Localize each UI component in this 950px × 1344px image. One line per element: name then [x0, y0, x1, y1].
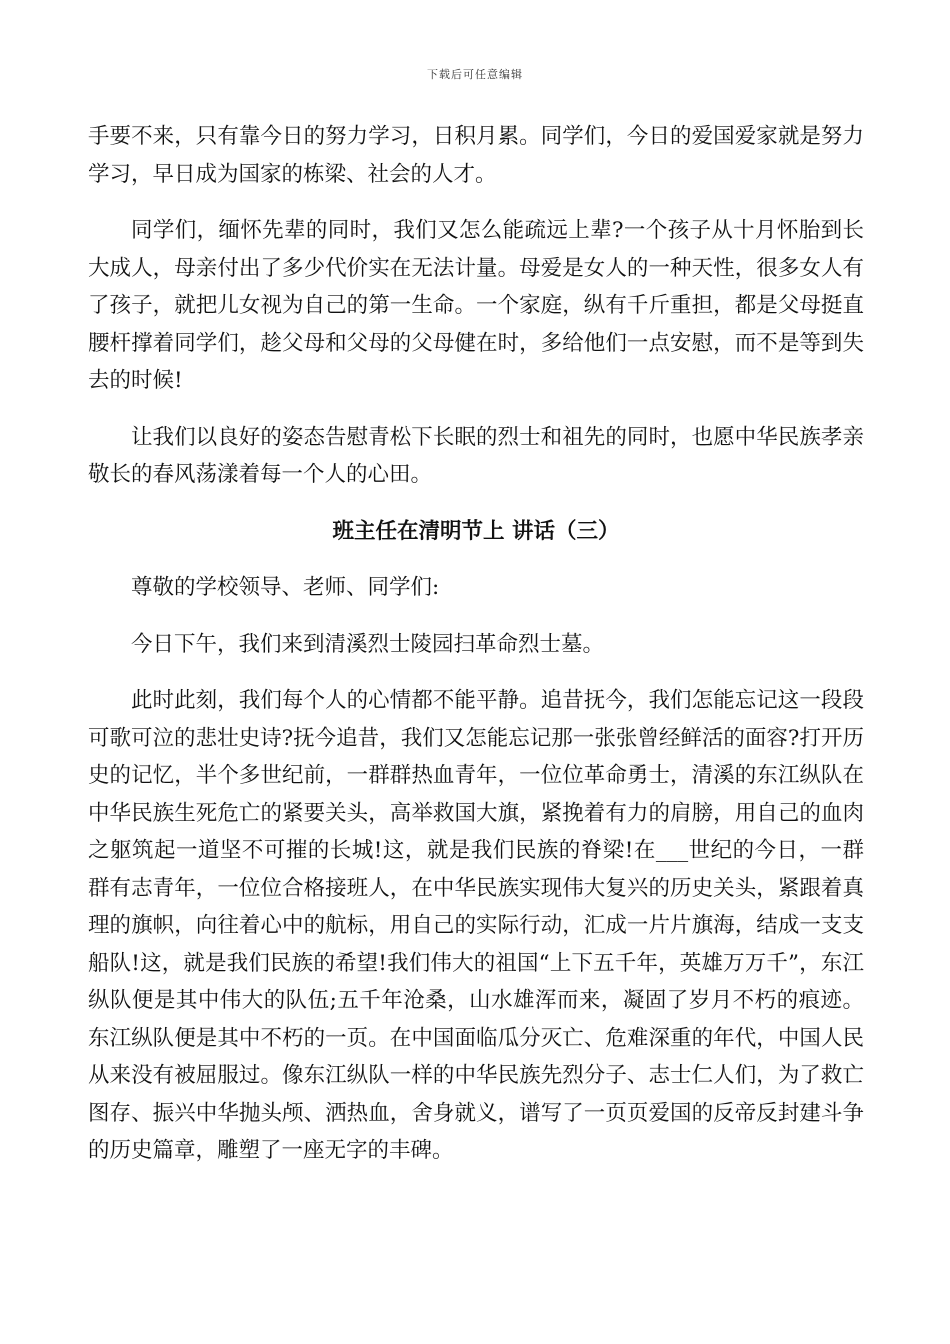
page-header-note: 下载后可任意编辑: [427, 68, 523, 81]
paragraph-continued: 手要不来，只有靠今日的努力学习，日积月累。同学们，今日的爱国爱家就是努力学习，早日成为国家的栋梁、社会的人才。: [88, 124, 864, 187]
paragraph-parents: 同学们，缅怀先辈的同时，我们又怎么能疏远上辈?一个孩子从十月怀胎到长大成人，母亲付出了多少代价实在无法计量。母爱是女人的一种天性，很多女人有了孩子，就把儿女视为自己的第一生命。一个家庭，纵有千斤重担，都是父母挺直腰杆撑着同学们，趁父母和父母的父母健在时，多给他们一点安慰，而不是等到失去的时候!: [88, 218, 864, 393]
paragraph-history: 此时此刻，我们每个人的心情都不能平静。追昔抚今，我们怎能忘记这一段段可歌可泣的悲壮史诗?抚今追昔，我们又怎能忘记那一张张曾经鲜活的面容?打开历史的记忆，半个多世纪前，一群群热血青年，一位位革命勇士，清溪的东江纵队在中华民族生死危亡的紧要关头，高举救国大旗，紧挽着有力的肩膀，用自己的血肉之躯筑起一道坚不可摧的长城!这，就是我们民族的脊梁!在___世纪的今日，一群群有志青年，一位位合格接班人，在中华民族实现伟大复兴的历史关头，紧跟着真理的旗帜，向往着心中的航标，用自己的实际行动，汇成一片片旗海，结成一支支船队!这，就是我们民族的希望!我们伟大的祖国“上下五千年，英雄万万千”，东江纵队便是其中伟大的队伍;五千年沧桑，山水雄浑而来，凝固了岁月不朽的痕迹。东江纵队便是其中不朽的一页。在中国面临瓜分灭亡、危难深重的年代，中国人民从来没有被屈服过。像东江纵队一样的中华民族先烈分子、志士仁人们，为了救亡图存、振兴中华抛头颅、洒热血，舍身就义，谱写了一页页爱国的反帝反封建斗争的历史篇章，雕塑了一座无字的丰碑。: [88, 688, 864, 1163]
document-body: [88, 118, 864, 1189]
section-title: 班主任在清明节上 讲话（三）: [332, 518, 620, 544]
paragraph-visit: 今日下午，我们来到清溪烈士陵园扫革命烈士墓。: [131, 631, 605, 657]
paragraph-closing: 让我们以良好的姿态告慰青松下长眠的烈士和祖先的同时，也愿中华民族孝亲敬长的春风荡漾着每一个人的心田。: [88, 424, 864, 487]
greeting: 尊敬的学校领导、老师、同学们:: [131, 575, 440, 600]
